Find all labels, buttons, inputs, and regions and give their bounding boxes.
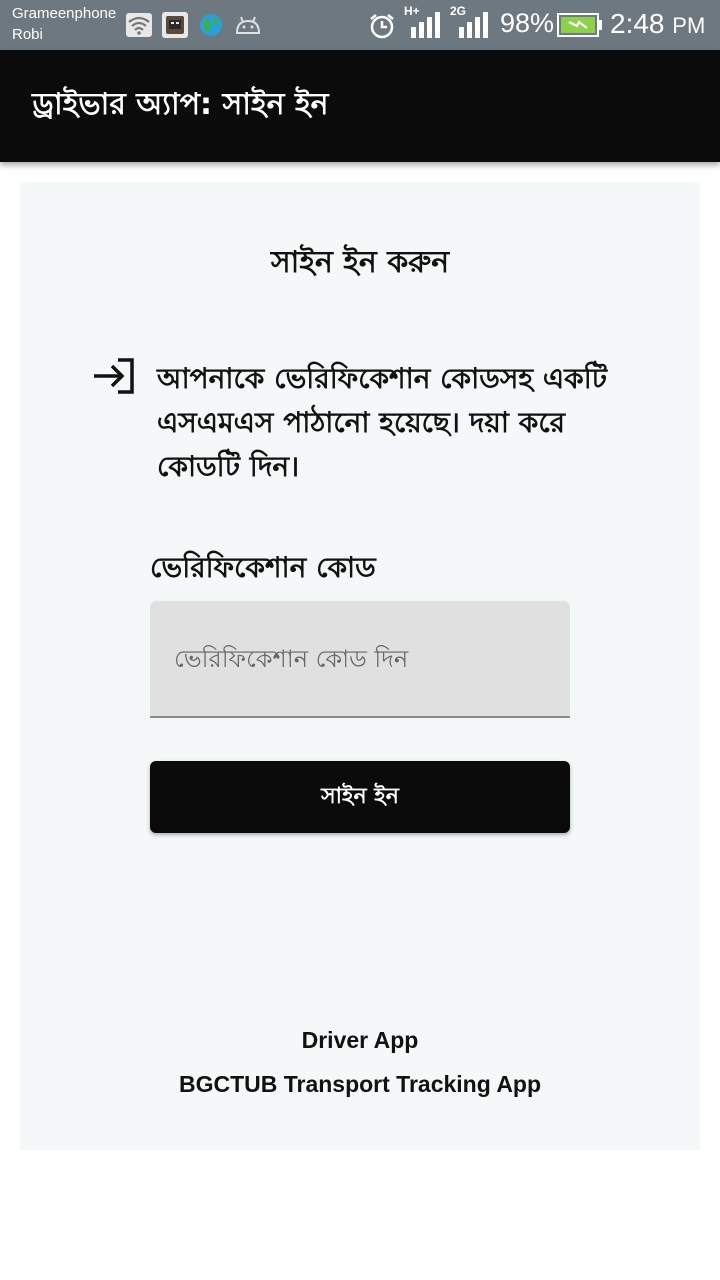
clock	[610, 8, 705, 40]
wifi-icon	[126, 13, 152, 37]
footer-app-name: Driver App	[301, 1027, 419, 1053]
sign-in-card	[20, 182, 700, 1150]
notification-app-icon	[162, 12, 188, 38]
alarm-icon	[368, 12, 396, 40]
network-type-1: H+	[404, 4, 420, 18]
battery-charging-icon	[557, 13, 603, 37]
footer-app-description: BGCTUB Transport Tracking App	[178, 1071, 542, 1097]
verification-code-input[interactable]	[150, 601, 570, 718]
verification-code-label: ভেরিফিকেশান কোড	[150, 551, 376, 584]
signal-icon	[405, 12, 441, 38]
app-bar	[0, 50, 720, 162]
sign-in-button[interactable]: সাইন ইন	[150, 761, 570, 833]
battery-percent: 98%	[500, 8, 555, 38]
carrier-1: Grameenphone	[12, 5, 117, 22]
status-bar	[0, 0, 720, 50]
sign-in-icon	[92, 356, 136, 396]
verification-message: আপনাকে ভেরিফিকেশান কোডসহ একটি এসএমএস পাঠানো হয়েছে। দয়া করে কোডটি দিন।	[157, 362, 607, 483]
network-type-2: 2G	[450, 4, 467, 18]
globe-icon	[199, 13, 223, 37]
clock-ampm: PM	[672, 13, 706, 38]
app-title: ড্রাইভার অ্যাপ: সাইন ইন	[32, 87, 329, 122]
carrier-2: Robi	[12, 26, 43, 43]
clock-time: 2:48	[610, 8, 665, 39]
signal-icon	[455, 12, 491, 38]
card-title: সাইন ইন করুন	[270, 245, 450, 280]
carrier-names	[12, 3, 116, 45]
android-icon	[234, 14, 262, 36]
